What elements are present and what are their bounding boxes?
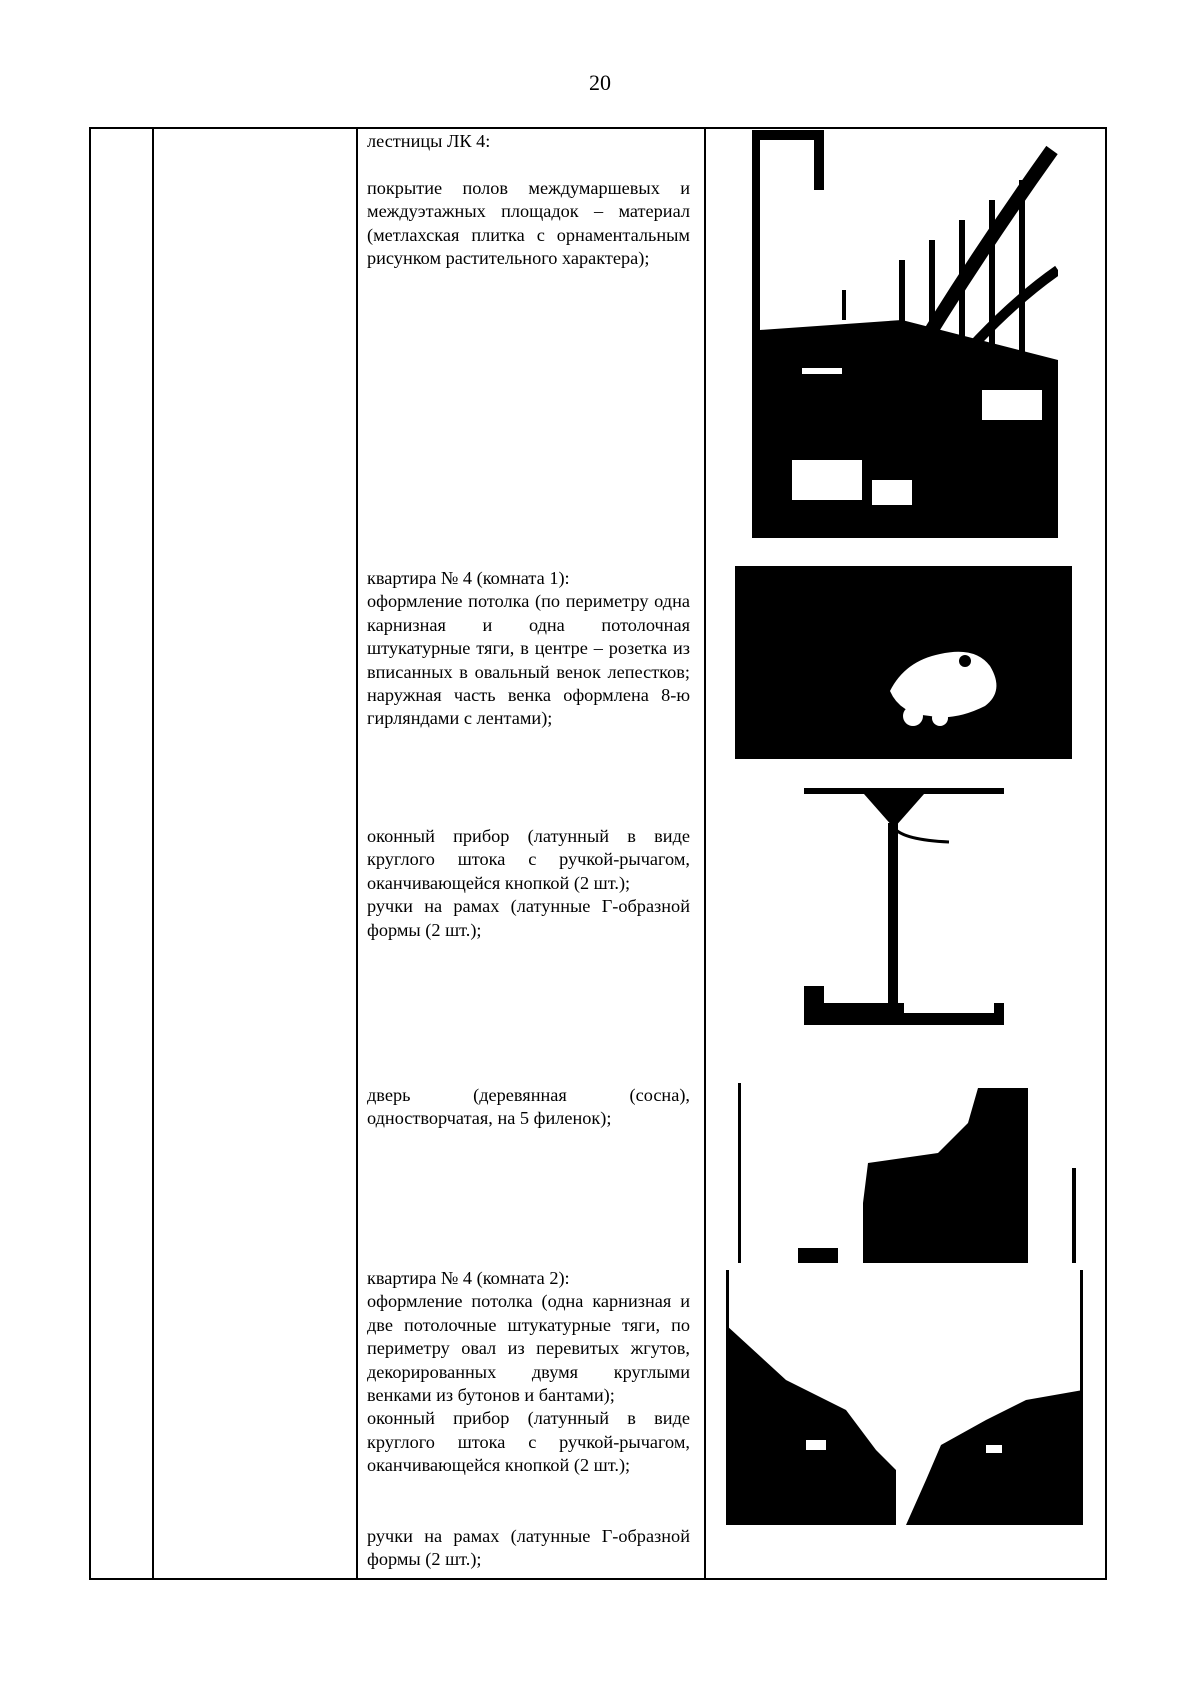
text-line: оформление потолка (одна карнизная и две потолочные штукатурные тяги, по периметру овал из перевитых жгутов, декорированных двумя круглыми венками из бутонов и бантами); (367, 1291, 690, 1406)
door-photo (738, 1083, 1080, 1263)
text-line: дверь (деревянная (сосна), одностворчатая, на 5 филенок); (367, 1085, 690, 1129)
text-line: ручки на рамах (латунные Г-образной формы (2 шт.); (367, 1526, 690, 1570)
text-block-room2-ceiling (367, 1267, 690, 1478)
ceiling-oval-photo (726, 1270, 1083, 1525)
text-block-window-fitting (367, 825, 690, 942)
ceiling-rosette-photo (735, 566, 1072, 759)
text-line: квартира № 4 (комната 2): (367, 1268, 570, 1288)
text-line: оконный прибор (латунный в виде круглого штока с ручкой-рычагом, оканчивающейся кнопкой (2 шт.); (367, 1408, 690, 1476)
text-block-staircase-title (367, 130, 690, 153)
text-block-door (367, 1084, 690, 1131)
table-col-divider-1 (152, 127, 154, 1580)
text-line: оформление потолка (по периметру одна карнизная и одна потолочная штукатурные тяги, в центре – розетка из вписанных в овальный венок лепестков; наружная часть венка оформлена 8-ю гирляндами с лентами); (367, 591, 690, 729)
table-col-divider-2 (356, 127, 358, 1580)
table-col-divider-3 (704, 127, 706, 1580)
text-line: квартира № 4 (комната 1): (367, 568, 570, 588)
text-line: покрытие полов междумаршевых и междуэтажных площадок – материал (метлахская плитка с орнаментальным рисунком растительного характера); (367, 178, 690, 269)
text-line: оконный прибор (латунный в виде круглого штока с ручкой-рычагом, оканчивающейся кнопкой (2 шт.); (367, 826, 690, 893)
text-block-room1-ceiling (367, 567, 690, 731)
staircase-photo (752, 130, 1058, 538)
text-line: лестницы ЛК 4: (367, 131, 491, 151)
page-number: 20 (589, 70, 611, 95)
text-block-floor-covering (367, 177, 690, 271)
text-block-frame-handles (367, 1525, 690, 1572)
window-fitting-photo (804, 788, 1004, 1025)
text-line: ручки на рамах (латунные Г-образной формы (2 шт.); (367, 896, 690, 940)
